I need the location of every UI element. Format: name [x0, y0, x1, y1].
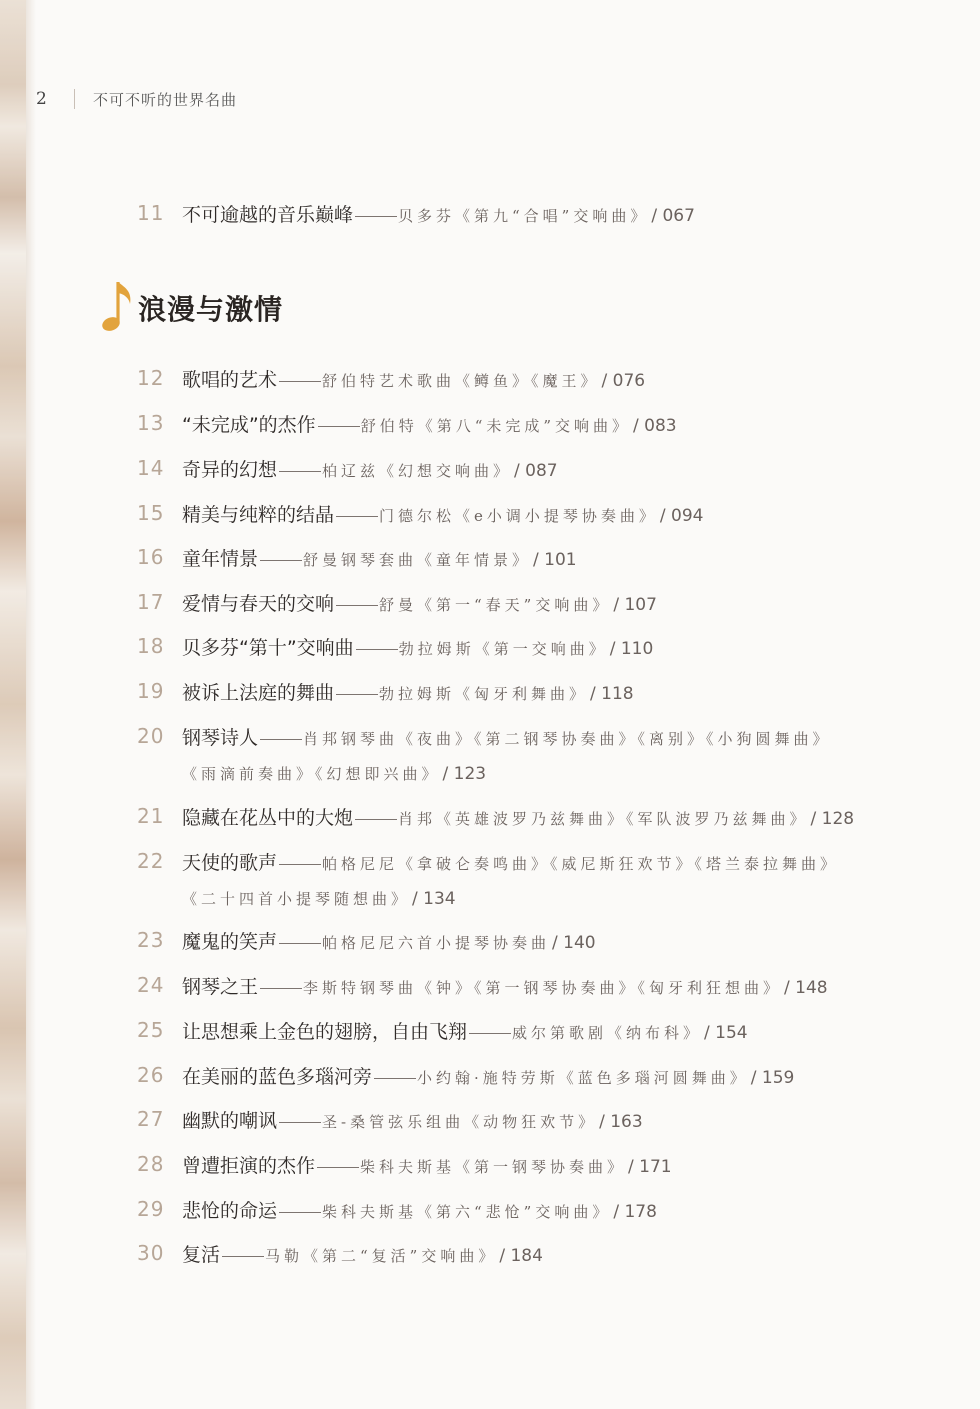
entry-page: / 107 [613, 594, 657, 615]
entry-title: 贝多芬“第十”交响曲 [182, 636, 354, 659]
entry-page: / 148 [784, 977, 828, 998]
entry-page: / 110 [609, 638, 654, 659]
toc-entry[interactable] [0, 1238, 980, 1268]
em-dash [279, 864, 321, 865]
toc-entry[interactable] [0, 453, 980, 483]
toc-entry[interactable] [0, 1149, 980, 1179]
entry-line [182, 500, 704, 527]
entry-title: 被诉上法庭的舞曲 [182, 681, 335, 704]
entry-page: / 123 [442, 763, 487, 784]
entry-page: / 159 [750, 1067, 795, 1088]
entry-title: 歌唱的艺术 [182, 368, 278, 391]
entry-description: 肖邦《英雄波罗乃兹舞曲》《军队波罗乃兹舞曲》 [398, 809, 809, 828]
entry-description: 舒曼钢琴套曲《童年情景》 [303, 550, 532, 569]
entry-title: 钢琴之王 [182, 975, 259, 998]
entry-line [182, 803, 854, 830]
em-dash [336, 516, 378, 517]
entry-line [182, 1196, 657, 1223]
entry-title: 复活 [182, 1243, 221, 1266]
entry-title: 天使的歌声 [182, 851, 278, 874]
entry-line [182, 410, 677, 437]
entry-line-continued [182, 763, 486, 784]
em-dash [260, 739, 302, 740]
toc-entry-continuation [0, 883, 980, 913]
toc-entry[interactable] [0, 198, 980, 228]
entry-description: 小约翰·施特劳斯《蓝色多瑙河圆舞曲》 [417, 1068, 749, 1087]
entry-line-continued [182, 888, 456, 909]
entry-description-continued: 《二十四首小提琴随想曲》 [182, 889, 411, 908]
entry-line [182, 1151, 672, 1178]
em-dash [469, 1033, 511, 1034]
entry-line [182, 544, 577, 571]
book-title: 不可不听的世界名曲 [93, 90, 238, 109]
toc-entry[interactable] [0, 408, 980, 438]
entry-description: 帕格尼尼六首小提琴协奏曲 [322, 933, 551, 952]
entry-title: 不可逾越的音乐巅峰 [182, 203, 354, 226]
entry-title: 精美与纯粹的结晶 [182, 503, 335, 526]
entry-description-continued: 《雨滴前奏曲》《幻想即兴曲》 [182, 764, 441, 783]
entry-description: 勃拉姆斯《第一交响曲》 [398, 639, 608, 658]
toc-entry[interactable] [0, 1104, 980, 1134]
entry-page: / 171 [628, 1156, 672, 1177]
section-heading [96, 278, 283, 338]
entry-description: 威尔第歌剧《纳布科》 [512, 1023, 703, 1042]
section-title: 浪漫与激情 [138, 293, 284, 326]
entry-page: / 178 [613, 1201, 657, 1222]
entry-number: 16 [137, 545, 165, 569]
entry-number: 22 [137, 849, 165, 873]
entry-page: / 140 [552, 932, 596, 953]
entry-description: 肖邦钢琴曲《夜曲》《第二钢琴协奏曲》《离别》《小狗圆舞曲》 [303, 729, 832, 748]
toc-entry[interactable] [0, 631, 980, 661]
toc-entry[interactable] [0, 970, 980, 1000]
toc-entry[interactable] [0, 363, 980, 393]
entry-number: 28 [137, 1152, 165, 1176]
entry-description: 勃拉姆斯《匈牙利舞曲》 [379, 684, 589, 703]
entry-number: 11 [137, 201, 165, 225]
running-header [36, 86, 237, 112]
entry-description: 圣-桑管弦乐组曲《动物狂欢节》 [322, 1112, 598, 1131]
entry-description: 马勒《第二“复活”交响曲》 [265, 1246, 498, 1265]
em-dash [374, 1078, 416, 1079]
header-divider [74, 89, 75, 109]
em-dash [355, 216, 397, 217]
em-dash [336, 694, 378, 695]
entry-number: 19 [137, 679, 165, 703]
toc-entry[interactable] [0, 1060, 980, 1090]
entry-page: / 094 [659, 505, 704, 526]
entry-description: 贝多芬《第九“合唱”交响曲》 [398, 206, 650, 225]
em-dash [260, 988, 302, 989]
entry-number: 14 [137, 456, 165, 480]
em-dash [279, 471, 321, 472]
entry-page: / 134 [412, 888, 456, 909]
entry-description: 柴科夫斯基《第六“悲怆”交响曲》 [322, 1202, 612, 1221]
entry-number: 17 [137, 590, 165, 614]
entry-title: 魔鬼的笑声 [182, 930, 278, 953]
entry-number: 25 [137, 1018, 165, 1042]
entry-number: 26 [137, 1063, 165, 1087]
entry-title: 童年情景 [182, 547, 259, 570]
entry-number: 27 [137, 1107, 165, 1131]
toc-entry[interactable] [0, 587, 980, 617]
em-dash [279, 381, 321, 382]
entry-page: / 128 [810, 808, 855, 829]
em-dash [279, 943, 321, 944]
entry-line [182, 678, 634, 705]
entry-title: 隐藏在花丛中的大炮 [182, 806, 354, 829]
music-note-icon [96, 278, 138, 338]
entry-line [182, 972, 828, 999]
toc-entry[interactable] [0, 498, 980, 528]
entry-line [182, 455, 558, 482]
entry-description: 舒伯特艺术歌曲《鳟鱼》《魔王》 [322, 371, 600, 390]
toc-entry[interactable] [0, 1015, 980, 1045]
entry-title: 爱情与春天的交响 [182, 592, 335, 615]
em-dash [317, 1167, 359, 1168]
entry-line [182, 365, 645, 392]
entry-number: 30 [137, 1241, 165, 1265]
entry-line [182, 1240, 543, 1267]
em-dash [279, 1122, 321, 1123]
entry-description: 舒伯特《第八“未完成”交响曲》 [360, 416, 632, 435]
entry-line [182, 1106, 643, 1133]
entry-description: 舒曼《第一“春天”交响曲》 [379, 595, 612, 614]
entry-page: / 154 [704, 1022, 748, 1043]
entry-title: 幽默的嘲讽 [182, 1109, 278, 1132]
em-dash [260, 560, 302, 561]
entry-page: / 067 [651, 205, 695, 226]
entry-title: 在美丽的蓝色多瑙河旁 [182, 1065, 373, 1088]
entry-page: / 076 [601, 370, 646, 391]
entry-line [182, 633, 653, 660]
page-number: 2 [36, 89, 47, 109]
entry-page: / 087 [514, 460, 558, 481]
em-dash [336, 605, 378, 606]
toc-entry[interactable] [0, 542, 980, 572]
entry-title: 让思想乘上金色的翅膀，自由飞翔 [182, 1020, 468, 1043]
entry-line [182, 927, 596, 954]
entry-description: 李斯特钢琴曲《钟》《第一钢琴协奏曲》《匈牙利狂想曲》 [303, 978, 783, 997]
entry-title: 悲怆的命运 [182, 1199, 278, 1222]
entry-line [182, 589, 657, 616]
toc-entry-continuation [0, 758, 980, 788]
entry-page: / 184 [499, 1245, 543, 1266]
entry-line [182, 848, 839, 875]
entry-line [182, 723, 832, 750]
toc-entry[interactable] [0, 801, 980, 831]
toc-entry[interactable] [0, 846, 980, 876]
toc-entry[interactable] [0, 925, 980, 955]
entry-number: 18 [137, 634, 165, 658]
entry-line [182, 1017, 748, 1044]
entry-number: 15 [137, 501, 165, 525]
entry-number: 21 [137, 804, 165, 828]
entry-number: 23 [137, 928, 165, 952]
entry-page: / 163 [599, 1111, 643, 1132]
entry-line [182, 1062, 794, 1089]
em-dash [279, 1212, 321, 1213]
entry-page: / 083 [633, 415, 677, 436]
entry-description: 柏辽兹《幻想交响曲》 [322, 461, 513, 480]
entry-description: 帕格尼尼《拿破仑奏鸣曲》《威尼斯狂欢节》《塔兰泰拉舞曲》 [322, 854, 840, 873]
entry-page: / 101 [533, 549, 577, 570]
toc-entry[interactable] [0, 721, 980, 751]
entry-description: 柴科夫斯基《第一钢琴协奏曲》 [360, 1157, 627, 1176]
entry-line [182, 200, 695, 227]
toc-entry[interactable] [0, 676, 980, 706]
em-dash [318, 426, 360, 427]
entry-title: 奇异的幻想 [182, 458, 278, 481]
entry-title: 曾遭拒演的杰作 [182, 1154, 316, 1177]
entry-page: / 118 [590, 683, 634, 704]
entry-title: “未完成”的杰作 [182, 413, 316, 436]
entry-number: 20 [137, 724, 165, 748]
entry-description: 门德尔松《e小调小提琴协奏曲》 [379, 506, 658, 525]
entry-number: 13 [137, 411, 165, 435]
em-dash [355, 819, 397, 820]
entry-number: 24 [137, 973, 165, 997]
em-dash [356, 649, 398, 650]
toc-entry[interactable] [0, 1194, 980, 1224]
entry-number: 12 [137, 366, 165, 390]
entry-number: 29 [137, 1197, 165, 1221]
entry-title: 钢琴诗人 [182, 726, 259, 749]
em-dash [222, 1256, 264, 1257]
